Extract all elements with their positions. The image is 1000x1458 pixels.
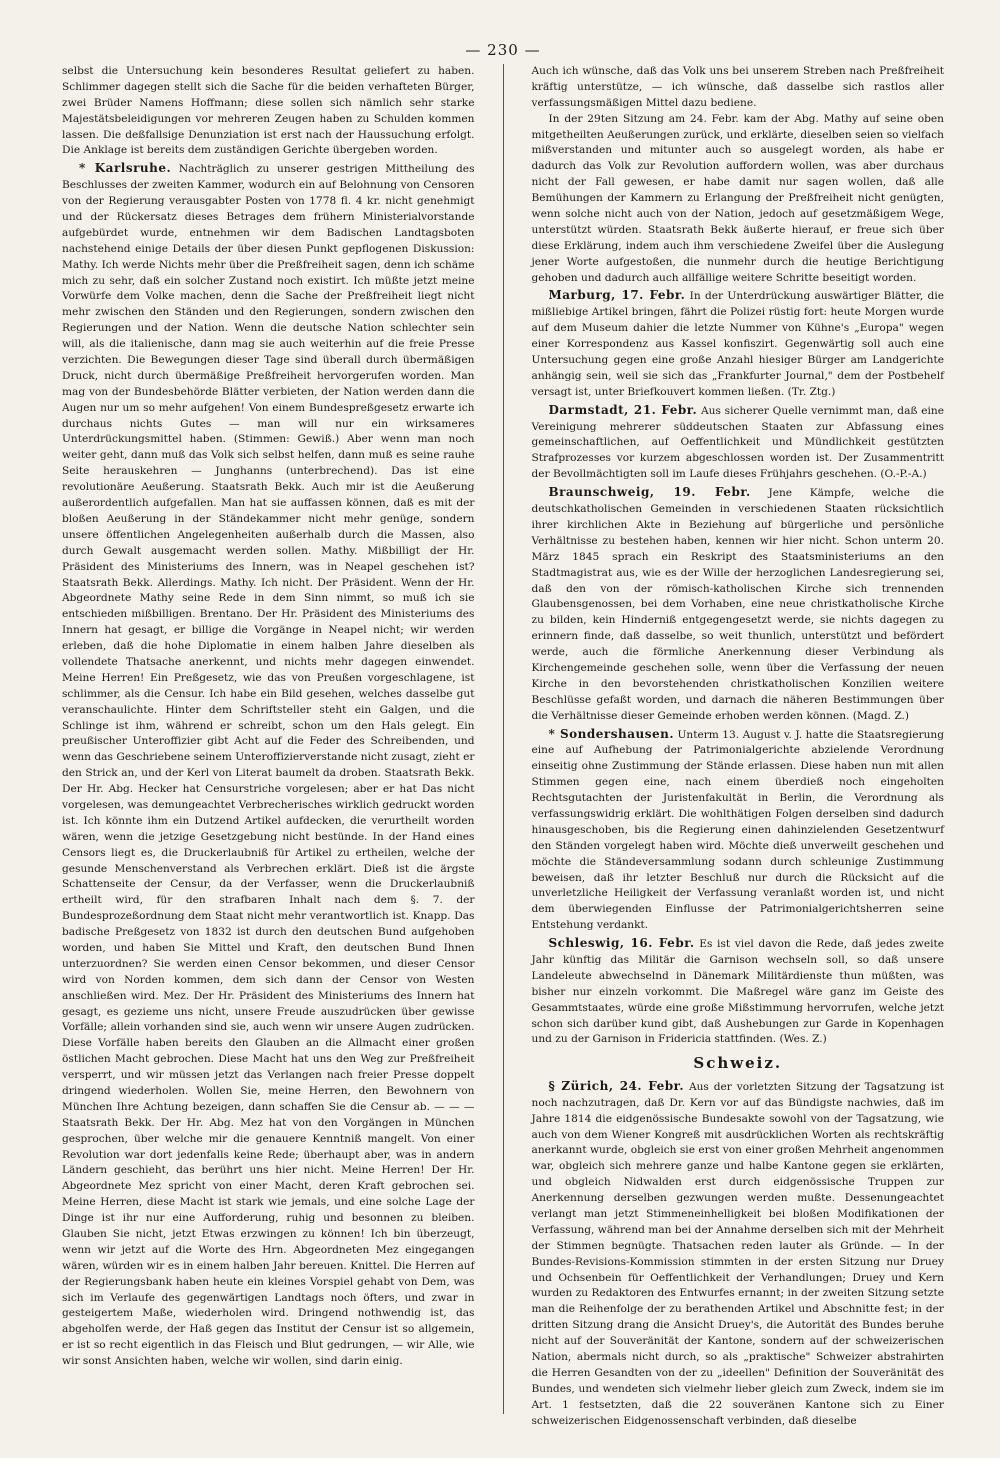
article-text: Aus der vorletzten Sitzung der Tagsatzung ist noch nachzutragen, daß Dr. Kern vor auf das Bündigste nachwies, daß im Jahre 1814 die eidgenössische Bundesakte sowohl von der Tagsatzung, wie auch von dem Wiener Kongreß mit ausdrücklichen Worten als rechtskräftig anerkannt wurde, obgleich sie erst von einer großen Mehrheit angenommen war, obgleich sich mehrere ganze und halbe Kantone gegen sie erklärten, und obgleich Nidwalden erst durch eidgenössische Truppen zur Anerkennung derselben gezwungen werden mußte. Dessenungeachtet verlangt man jetzt Stimmeneinhelligkeit bei bloßen Modifikationen der Verfassung, während man bei der Annahme derselben sich mit der Mehrheit der Stimmen begnügte. Thatsachen reden lauter als Gründe. — In der Bundes-Revisions-Kommission stimmten in der ersten Sitzung nur Druey und Ochsenbein für Oeffentlichkeit der Verhandlungen; Druey und Kern wurden zu Redaktoren des Entwurfes ernannt; in der zweiten Sitzung setzte man die Reihenfolge der zu berathenden Artikel und Abschnitte fest; in der dritten Sitzung drang die Ansicht Druey's, die Autorität des Bundes beruhe nicht auf der Souveränität der Kantone, sondern auf der schweizerischen Nation, abermals nicht durch, so als „praktische" Schweizer abstrahirten die Herren Gesandten von der zu „ideellen" Definition der Souveränität des Bundes, und wendeten sich vielmehr lieber gleich zum Zweck, indem sie im Art. 1 festsetzten, daß die 22 souveränen Kantone sich zu Einer schweizerischen Eidgenossenschaft verbinden, daß dieselbe [531,1080,944,1427]
article-paragraph [532,725,945,935]
article-text: Nachträglich zu unserer gestrigen Mittheilung des Beschlusses der zweiten Kammer, wodurch ein auf Belohnung von Censoren von der Regierung verausgabter Posten von 1778 fl. 4 kr. nicht genehmigt und der Rückersatz dieses Betrages dem frühern Ministerialvorstande aufgebürdet wurde, entnehmen wir dem Badischen Landtagsboten nachstehend einige Details der über diesen Punkt gepflogenen Diskussion: Mathy. Ich werde Nichts mehr über die Preßfreiheit sagen, denn ich schäme mich zu sehr, daß ein solcher Zustand noch existirt. Ich müßte jetzt meine Vorwürfe dem Volke machen, denn die Sache der Preßfreiheit liegt nicht mehr zwischen den Ständen und den Regierungen, sondern zwischen den Regierungen und der Nation. Wenn die deutsche Nation schlechter sein will, als die italienische, dann mag sie auch weiterhin auf die freie Presse verzichten. Die Bewegungen dieser Tage sind überall durch übermäßigen Druck, nicht durch übermäßige Preßfreiheit hervorgerufen worden. Man mag von der Bundesbehörde Blätter verbieten, der Nation werden dann die Augen nur um so mehr aufgehen! Von einem Bundespreßgesetz erwarte ich durchaus nichts Gutes — man will nur ein wirksameres Unterdrückungsmittel haben. (Stimmen: Gewiß.) Aber wenn man noch weiter geht, dann muß das Volk sich selbst helfen, dann muß es seine rauhe Seite herauskehren — Junghanns (unterbrechend). Das ist eine revolutionäre Aeußerung. Staatsrath Bekk. Auch mir ist die Aeußerung außerordentlich aufgefallen. Man hat sie auffassen können, daß es mit der bloßen Aeußerung in der Ständekammer nicht mehr genüge, sondern unsere öffentlichen Angelegenheiten außerhalb durch die Massen, also durch Gewalt ausgemacht werden sollen. Mathy. Mißbilligt der Hr. Präsident des Ministeriums des Innern, was in Neapel geschehen ist? Staatsrath Bekk. Allerdings. Mathy. Ich nicht. Der Präsident. Wenn der Hr. Abgeordnete Mathy seine Rede in dem Sinn nimmt, so muß ich sie entschieden mißbilligen. Brentano. Der Hr. Präsident des Ministeriums des Innern hat gesagt, er billige die Vorgänge in Neapel nicht; wir werden erleben, daß die hohe Diplomatie in einem halben Jahre dieselben als vollendete Thatsache anerkennt, und nichts mehr dagegen einwendet. Meine Herren! Ein Preßgesetz, wie das von Preußen vorgeschlagene, ist schlimmer, als die Censur. Ich habe ein Bild gesehen, welches dasselbe gut veranschaulichte. Hinter dem Schriftsteller steht ein Galgen, und die Schlinge ist ihm, während er schreibt, schon um den Hals gelegt. Ein preußischer Unteroffizier gibt Acht auf die Feder des Schreibenden, und wenn das Geschriebene seinem Unteroffizierverstande nicht zusagt, zieht er den Strick an, und der Kerl von Literat baumelt da droben. Staatsrath Bekk. Der Hr. Abg. Hecker hat Censurstriche vorgelesen; aber er hat Das nicht vorgelesen, was demungeachtet Verbrecherisches wirklich gedruckt worden ist. Ich könnte ihm ein Dutzend Artikel aufdecken, die verurtheilt worden wären, wenn die jetzige Gesetzgebung nicht bestünde. In der Hand eines Censors liegt es, die Druckerlaubniß für Artikel zu ertheilen, welche der gesunde Menschenverstand als Verbrechen erklärt. Dieß ist die ärgste Schattenseite der Censur, da der Verfasser, wenn die Druckerlaubniß ertheilt wird, für den strafbaren Inhalt nach dem §. 7. der Bundesprozeßordnung dem Staat nicht mehr verantwortlich ist. Knapp. Das badische Preßgesetz von 1832 ist durch den deutschen Bund aufgehoben worden, und haben Sie Mittel und Kraft, den deutschen Bund Ihnen unterzuordnen? Sie werden einen Censor bekommen, und dieser Censor wird von Norden kommen, dem sich dann der Censor von Westen anschließen wird. Mez. Der Hr. Präsident des Ministeriums des Innern hat gesagt, es gezieme uns nicht, unsere Freude auszudrücken über gewisse Vorfälle; allein vorhanden sind sie, auch wenn wir unsere Augen zudrücken. Diese Vorfälle haben bereits den Glauben an die Allmacht einer großen östlichen Macht gebrochen. Diese Macht hat uns den Weg zur Preßfreiheit versperrt, und wir müssen jetzt das Verlangen nach freier Presse doppelt dringend wiederholen. Wollen Sie, meine Herren, den Bewohnern von München Ihre Achtung bezeigen, dann schaffen Sie die Censur ab. — — — Staatsrath Bekk. Der Hr. Abg. Mez hat von den Vorgängen in München gesprochen, über welche mir die genauere Kenntniß mangelt. Von einer Revolution war dort jedenfalls keine Rede; überhaupt aber, was in andern Ländern geschieht, das berührt uns hier nicht. Meine Herren! Der Hr. Abgeordnete Mez spricht von einer Macht, deren Kraft gebrochen sei. Meine Herren, diese Macht ist stark wie jemals, und eine solche Lage der Dinge ist ihr nur eine Aufforderung, ruhig und besonnen zu bleiben. Glauben Sie nicht, jetzt Etwas erzwingen zu können! Ich bin überzeugt, wenn wir jetzt auf die Worte des Hrn. Abgeordneten Mez eingegangen wären, würden wir es in einem halben Jahr bereuen. Knittel. Die Herren auf der Regierungsbank haben heute ein kleines Vorspiel gehabt von Dem, was sich im Verlaufe des gegenwärtigen Landtags noch öfters, und zwar in gesteigertem Maße, wiederholen wird. Dringend nothwendig ist, das abgeholfen werde, der Haß gegen das Institut der Censur ist so allgemein, er ist so recht eigentlich in das Fleisch und Blut gedrungen, — wir Alle, wie wir sonst Ansichten haben, welche wir wollen, sind darin einig. [62,163,475,1368]
dateline: Marburg, 17. Febr. [548,288,686,303]
article-paragraph [532,112,945,287]
right-column [531,64,945,1427]
article-paragraph [532,1077,945,1430]
article-text: Jene Kämpfe, welche die deutschkatholischen Gemeinden in verschiedenen Staaten rücksichtlich ihrer kirchlichen Akte in Beziehung auf bürgerliche und persönliche Verhältnisse zu bestehen haben, kennen wir hier nicht. Schon unterm 20. März 1845 sprach ein Reskript des Staatsministeriums an den Stadtmagistrat aus, wie es der Wille der herzoglichen Landesregierung sei, daß den von der römisch-katholischen Kirche sich trennenden Glaubensgenossen, bei dem Vorhaben, eine neue christkatholische Kirche zu bilden, kein Hinderniß entgegengesetzt werde, sie nichts dagegen zu erinnern finde, daß dasselbe, so weit thunlich, unterstützt und befördert werde, auch die förmliche Anerkennung dieser Verbindung als Kirchengemeinde geschehen solle, wenn über die Verfassung der neuen Kirche in den bevorstehenden christkatholischen Konzilien weitere Beschlüsse gefaßt worden, und darnach die näheren Bestimmungen über die Verhältnisse dieser Gemeinde erhoben werden können. (Magd. Z.) [531,487,944,722]
dateline: Schleswig, 16. Febr. [548,936,695,951]
dateline: Darmstadt, 21. Febr. [548,402,698,417]
left-column [62,64,475,1414]
dateline: * Sondershausen. [548,726,675,741]
article-text: selbst die Untersuchung kein besonderes Resultat geliefert zu haben. Schlimmer dagegen stellt sich die Sache für die beiden verhafteten Bürger, zwei Brüder Namens Hoffmann; diese sollen sich nämlich sehr starke Majestätsbeleidigungen vor mehreren Zeugen haben zu Schulden kommen lassen. Die deßfallsige Denunziation ist erst nach der Haussuchung erfolgt. Die Anklage ist bereits dem zuständigen Gerichte übergeben worden. [62,65,475,157]
column-divider [503,64,504,1414]
article-text: Auch ich wünsche, daß das Volk uns bei unserem Streben nach Preßfreiheit kräftig unterstütze, — ich wünsche, daß dasselbe sich rastlos aller verfassungsmäßigen Mittel dazu bediene. [531,65,944,109]
dateline: * Karlsruhe. [78,161,172,176]
article-paragraph [532,286,945,400]
article-text: Unterm 13. August v. J. hatte die Staatsregierung eine auf Aufhebung der Patrimonialgerichte abzielende Verordnung einseitig ohne Zustimmung der Stände erlassen. Diese haben nun mit allen Stimmen gegen eine, nach einem überdieß noch eingeholten Rechtsgutachten der Juristenfakultät in Berlin, die Verordnung als verfassungswidrig erklärt. Die wohlthätigen Folgen derselben sind dadurch hinausgeschoben, bis die Regierung einen dahinzielenden Gesetzentwurf den Ständen vorgelegt haben wird. Möchte dieß unverweilt geschehen und möchte die Ständeversammlung sodann durch schleunige Zustimmung beweisen, daß ihr letzter Beschluß nur durch die Rücksicht auf die unverletzliche Heiligkeit der Verfassung veranlaßt worden ist, und nicht dem überwiegenden Einflusse der Patrimonialgerichtsherren seine Entstehung verdankt. [531,728,944,932]
article-paragraph [532,934,945,1048]
article-text: In der 29ten Sitzung am 24. Febr. kam der Abg. Mathy auf seine oben mitgetheilten Aeußerungen zurück, und erklärte, dieselben seien so vielfach mißverstanden und mitunter auch so ausgelegt worden, als habe er dadurch das Volk zur Revolution auffordern wollen, was aber durchaus nicht der Fall gewesen, er habe damit nur sagen wollen, daß alle Bemühungen der Kammern zu Erlangung der Preßfreiheit nicht genügten, wenn solche nicht auch von der Nation, jedoch auf gesetzmäßigem Wege, unterstützt würden. Staatsrath Bekk äußerte hierauf, er freue sich über diese Erklärung, indem auch ihm verschiedene Zweifel über die Auslegung jener Worte aufgestoßen, die nunmehr durch die heutige Berichtigung gehoben und dadurch auch allfällige weitere Schritte beseitigt worden. [531,112,944,284]
article-paragraph [62,64,475,159]
columns [62,64,945,1427]
article-text: Es ist viel davon die Rede, daß jedes zweite Jahr künftig das Militär die Garnison wechseln soll, so daß unsere Landeleute abwechselnd in Dänemark Militärdienste thun müßten, was bisher nur einzeln vorkommt. Die Maßregel wäre ganz im Geiste des Gesammtstaates, würde eine große Mißstimmung hervorrufen, welche jetzt schon sich darüber kund gibt, daß Aushebungen zur Garde in Kopenhagen und zu der Garnison in Fridericia stattfinden. (Wes. Z.) [531,938,945,1046]
article-paragraph [532,483,945,724]
section-heading: Schweiz. [693,1054,783,1073]
article-paragraph [532,401,945,483]
article-text: In der Unterdrückung auswärtiger Blätter, die mißliebige Artikel bringen, fährt die Polizei rüstig fort: heute Morgen wurde auf dem Museum dahier die letzte Nummer von Kühne's „Europa" wegen einer Korrespondenz aus Kassel konfiszirt. Gegenwärtig soll auch eine Untersuchung gegen eine große Anzahl hiesiger Bürger am Landgerichte anhängig sein, weil sie sich das „Frankfurter Journal," dem der Postbehelf versagt ist, unter Briefkouvert kommen ließen. (Tr. Ztg.) [531,290,944,398]
article-text: Aus sicherer Quelle vernimmt man, daß eine Vereinigung mehrerer süddeutschen Staaten zur Abfassung eines gemeinschaftlichen, auf Oeffentlichkeit und Mündlichkeit gestützten Strafprozesses vor kurzem abgeschlossen worden ist. Der Zusammentritt der Bevollmächtigten soll im Laufe dieses Frühjahrs geschehen. (O.-P.-A.) [531,404,944,481]
page-number: — 230 — [465,41,541,59]
dateline: Braunschweig, 19. Febr. [548,485,751,500]
dateline: § Zürich, 24. Febr. [548,1078,685,1093]
article-paragraph [62,159,475,1370]
article-paragraph [532,64,945,112]
